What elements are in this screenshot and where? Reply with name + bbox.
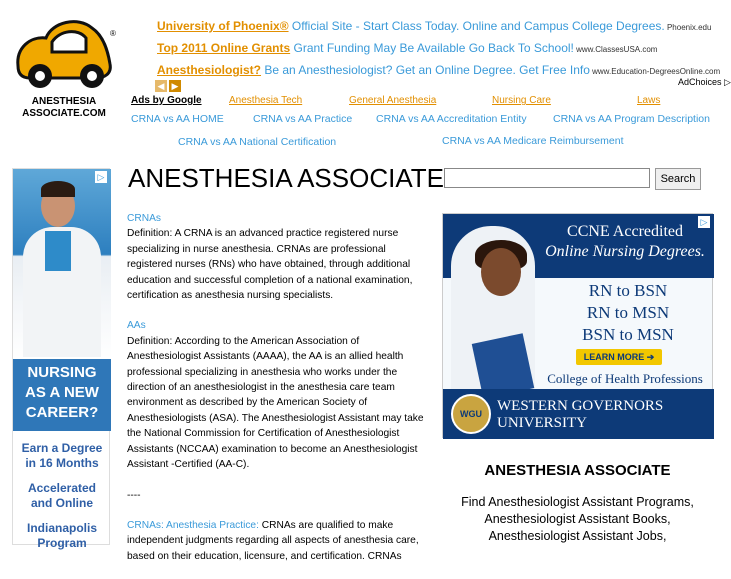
crna-section: [127, 211, 432, 303]
wgu-seal-icon: WGU: [451, 394, 491, 434]
site-name[interactable]: [14, 96, 114, 120]
aa-section: [127, 318, 432, 472]
banner-online-degrees: Online Nursing Degrees.: [545, 243, 705, 260]
ad-title[interactable]: University of Phoenix®: [157, 19, 289, 33]
wgu-name-line: UNIVERSITY: [497, 415, 587, 431]
ad-link-laws[interactable]: Laws: [637, 95, 661, 106]
site-name-line2: ASSOCIATE.COM: [22, 108, 106, 119]
banner-accredited: CCNE Accredited: [567, 223, 683, 240]
svg-text:®: ®: [110, 29, 116, 38]
adchoices-link[interactable]: AdChoices ▷: [678, 77, 731, 87]
site-logo[interactable]: [12, 8, 120, 94]
learn-more-button[interactable]: LEARN MORE ➔: [576, 349, 662, 365]
right-banner-ad[interactable]: [442, 213, 713, 438]
ad-description: Official Site - Start Class Today. Online and Campus College Degrees.: [288, 19, 665, 33]
nav-crna-vs-aa-medicare-reimbursement[interactable]: CRNA vs AA Medicare Reimbursement: [442, 135, 624, 147]
sidebar-item[interactable]: Anesthesiologist Assistant Jobs,: [488, 529, 667, 543]
ad-link-general-anesthesia[interactable]: General Anesthesia: [349, 95, 437, 106]
nav-crna-vs-aa-national-certification[interactable]: CRNA vs AA National Certification: [178, 136, 337, 148]
ad-next-arrow-icon[interactable]: ▶: [169, 80, 181, 92]
banner-headline-line: AS A NEW: [25, 384, 99, 401]
banner-text: in 16 Months: [25, 456, 99, 470]
separator: ----: [127, 489, 141, 501]
nav-crna-vs-aa-program-description[interactable]: CRNA vs AA Program Description: [553, 113, 710, 125]
site-name-line1: ANESTHESIA: [31, 96, 97, 107]
ad-description: Grant Funding May Be Available Go Back To School!: [290, 41, 574, 55]
text-ad[interactable]: [157, 62, 727, 84]
banner-text: Indianapolis: [26, 521, 97, 535]
main-content: [127, 211, 432, 579]
search-input[interactable]: [444, 168, 650, 188]
degree-option: RN to MSN: [586, 303, 670, 322]
banner-text: Earn a Degree: [21, 441, 103, 455]
ad-url: www.Education-DegreesOnline.com: [589, 67, 721, 76]
adchoices-icon[interactable]: ▷: [698, 216, 710, 228]
nurse-photo: [451, 226, 535, 414]
banner-headline-line: CAREER?: [25, 404, 99, 421]
left-banner-ad[interactable]: [12, 168, 110, 550]
banner-text: Program: [37, 536, 87, 550]
wgu-name: [497, 398, 711, 432]
crna-heading: CRNAs: [127, 213, 161, 224]
ad-link-nursing-care[interactable]: Nursing Care: [492, 95, 551, 106]
nav-crna-vs-aa-home[interactable]: CRNA vs AA HOME: [131, 113, 224, 125]
banner-text: Accelerated: [27, 481, 97, 495]
sidebar-title: ANESTHESIA ASSOCIATE: [484, 462, 671, 479]
degree-option: RN to BSN: [588, 281, 668, 300]
text-ad[interactable]: [157, 18, 727, 40]
ad-link-anesthesia-tech[interactable]: Anesthesia Tech: [229, 95, 303, 106]
banner-line: [13, 521, 111, 551]
ad-nav: [155, 76, 183, 94]
practice-link[interactable]: CRNAs: Anesthesia Practice:: [127, 519, 259, 531]
degree-option: BSN to MSN: [582, 325, 674, 344]
banner-line: [13, 441, 111, 471]
crna-definition: Definition: A CRNA is an advanced practice registered nurse specializing in nurse anesthesia. CRNAs are professional registered nurses (RNs) who have obtained, through additional education and successful completion of a national examination, certification as anesthesia nursing specialists.: [127, 228, 413, 302]
text-ad[interactable]: [157, 40, 727, 62]
banner-text: and Online: [30, 496, 93, 510]
ad-title[interactable]: Top 2011 Online Grants: [157, 41, 291, 55]
sidebar-item[interactable]: Anesthesiologist Assistant Books,: [484, 512, 671, 526]
banner-headline-line: NURSING: [27, 364, 97, 381]
practice-text: CRNAs are qualified to make independent judgments regarding all aspects of anesthesia care, based on their education, licensure, and certification. CRNAs: [127, 519, 419, 562]
banner-headline: [13, 359, 111, 431]
nav-crna-vs-aa-accreditation[interactable]: CRNA vs AA Accreditation Entity: [376, 113, 527, 125]
ad-prev-arrow-icon[interactable]: ◀: [155, 80, 167, 92]
ad-description: Be an Anesthesiologist? Get an Online Degree. Get Free Info: [261, 63, 590, 77]
sidebar-list: [442, 494, 713, 545]
ad-url: Phoenix.edu: [664, 23, 712, 32]
nurse-photo: [13, 169, 111, 359]
ad-url: www.ClassesUSA.com: [573, 45, 658, 54]
ad-title[interactable]: Anesthesiologist?: [157, 63, 262, 77]
page-title: ANESTHESIA ASSOCIATE: [128, 163, 444, 193]
nav-crna-vs-aa-practice[interactable]: CRNA vs AA Practice: [253, 113, 353, 125]
practice-section: [127, 518, 432, 564]
banner-college: College of Health Professions: [547, 371, 703, 386]
adchoices-icon[interactable]: ▷: [95, 171, 107, 183]
search-button[interactable]: Search: [655, 168, 701, 190]
sidebar-item[interactable]: Find Anesthesiologist Assistant Programs,: [461, 495, 694, 509]
banner-line: [13, 481, 111, 511]
aa-definition: Definition: According to the American Association of Anesthesiologist Assistants (AAAA), the AA is an allied health professional specializing in anesthesia who works under the direction of an anesthesiologist in the anesthesia care team environment as described by the American Society of Anesthesiologists (ASA). The Anesthesiologist Assistant may take the National Commission for Certification of Anesthesiologist Assistants (NCCAA) examination to become an Anesthesiologist Assistant -Certified (AA-C).: [127, 335, 424, 471]
top-text-ads: [157, 18, 727, 84]
wgu-name-line: WESTERN GOVERNORS: [497, 398, 664, 414]
ads-by-google-label[interactable]: Ads by Google: [131, 95, 202, 106]
aa-heading: AAs: [127, 320, 146, 332]
